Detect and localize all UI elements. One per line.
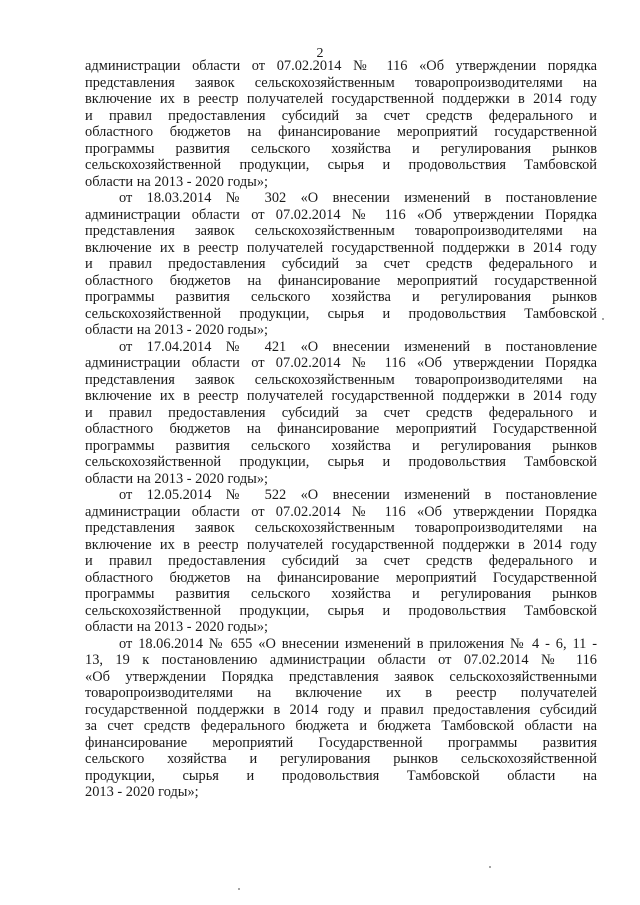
- paragraph: [85, 636, 597, 801]
- text-line: продукции, сырья и продовольствия Тамбовской области на: [85, 767, 597, 784]
- text-line: сельского хозяйства и регулирования рынков сельскохозяйственной: [85, 751, 597, 767]
- text-line: включение их в реестр получателей государственной поддержки в 2014 году: [85, 91, 597, 107]
- paragraph: [85, 190, 597, 339]
- text-line: областного бюджетов на финансирование мероприятий государственной: [85, 124, 597, 140]
- text-line: товаропроизводителями на включение их в реестр получателей: [85, 685, 597, 701]
- text-line: области на 2013 - 2020 годы»;: [85, 619, 269, 635]
- text-line: государственной поддержки в 2014 году и правил предоставления субсидий: [85, 701, 597, 718]
- text-line: сельскохозяйственной продукции, сырья и продовольствия Тамбовской: [85, 305, 597, 322]
- text-line: области на 2013 - 2020 годы»;: [85, 470, 269, 487]
- text-line: сельскохозяйственной продукции, сырья и продовольствия Тамбовской: [85, 602, 597, 619]
- text-line: и правил предоставления субсидий за счет средств федерального и: [85, 404, 597, 421]
- text-line: администрации области от 07.02.2014 № 116 «Об утверждении порядка: [85, 58, 597, 74]
- paragraph: [85, 58, 597, 190]
- scan-speck: [602, 318, 604, 320]
- text-line: представления заявок сельскохозяйственным товаропроизводителями на: [85, 223, 597, 239]
- text-line: представления заявок сельскохозяйственным товаропроизводителями на: [85, 74, 597, 91]
- text-line: программы развития сельского хозяйства и регулирования рынков: [85, 586, 597, 602]
- text-line: программы развития сельского хозяйства и регулирования рынков: [85, 437, 597, 454]
- text-line: «Об утверждении Порядка представления заявок сельскохозяйственными: [85, 668, 597, 685]
- text-line: от 18.06.2014 № 655 «О внесении изменений в приложения № 4 - 6, 11 -: [119, 635, 597, 652]
- text-line: области на 2013 - 2020 годы»;: [85, 173, 269, 190]
- scan-speck: [489, 866, 491, 868]
- text-line: от 12.05.2014 № 522 «О внесении изменений в постановление: [119, 487, 597, 503]
- text-line: 13, 19 к постановлению администрации области от 07.02.2014 № 116: [85, 652, 597, 668]
- text-line: включение их в реестр получателей государственной поддержки в 2014 году: [85, 388, 597, 404]
- text-line: и правил предоставления субсидий за счет средств федерального и: [85, 107, 597, 124]
- paragraph: [85, 487, 597, 636]
- document-body: [85, 58, 597, 801]
- text-line: и правил предоставления субсидий за счет средств федерального и: [85, 256, 597, 272]
- paragraph: [85, 339, 597, 488]
- text-line: и правил предоставления субсидий за счет средств федерального и: [85, 553, 597, 569]
- text-line: 2013 - 2020 годы»;: [85, 784, 199, 800]
- text-line: областного бюджетов на финансирование мероприятий государственной: [85, 272, 597, 289]
- text-line: администрации области от 07.02.2014 № 116 «Об утверждении Порядка: [85, 206, 597, 223]
- page-number: 2: [316, 46, 324, 61]
- text-line: программы развития сельского хозяйства и регулирования рынков: [85, 140, 597, 157]
- text-line: за счет средств федерального бюджета и бюджета Тамбовской области на: [85, 718, 597, 734]
- text-line: включение их в реестр получателей государственной поддержки в 2014 году: [85, 536, 597, 553]
- text-line: областного бюджетов на финансирование мероприятий Государственной: [85, 569, 597, 586]
- text-line: от 17.04.2014 № 421 «О внесении изменений в постановление: [119, 338, 597, 355]
- text-line: представления заявок сельскохозяйственным товаропроизводителями на: [85, 520, 597, 536]
- text-line: администрации области от 07.02.2014 № 116 «Об утверждении Порядка: [85, 355, 597, 371]
- text-line: сельскохозяйственной продукции, сырья и продовольствия Тамбовской: [85, 157, 597, 173]
- text-line: финансирование мероприятий Государственной программы развития: [85, 734, 597, 751]
- text-line: от 18.03.2014 № 302 «О внесении изменений в постановление: [119, 190, 597, 206]
- text-line: программы развития сельского хозяйства и регулирования рынков: [85, 289, 597, 305]
- text-line: представления заявок сельскохозяйственным товаропроизводителями на: [85, 371, 597, 388]
- text-line: области на 2013 - 2020 годы»;: [85, 322, 269, 338]
- scan-speck: [238, 888, 240, 890]
- text-line: сельскохозяйственной продукции, сырья и продовольствия Тамбовской: [85, 454, 597, 470]
- text-line: включение их в реестр получателей государственной поддержки в 2014 году: [85, 239, 597, 256]
- text-line: областного бюджетов на финансирование мероприятий Государственной: [85, 421, 597, 437]
- text-line: администрации области от 07.02.2014 № 116 «Об утверждении Порядка: [85, 503, 597, 520]
